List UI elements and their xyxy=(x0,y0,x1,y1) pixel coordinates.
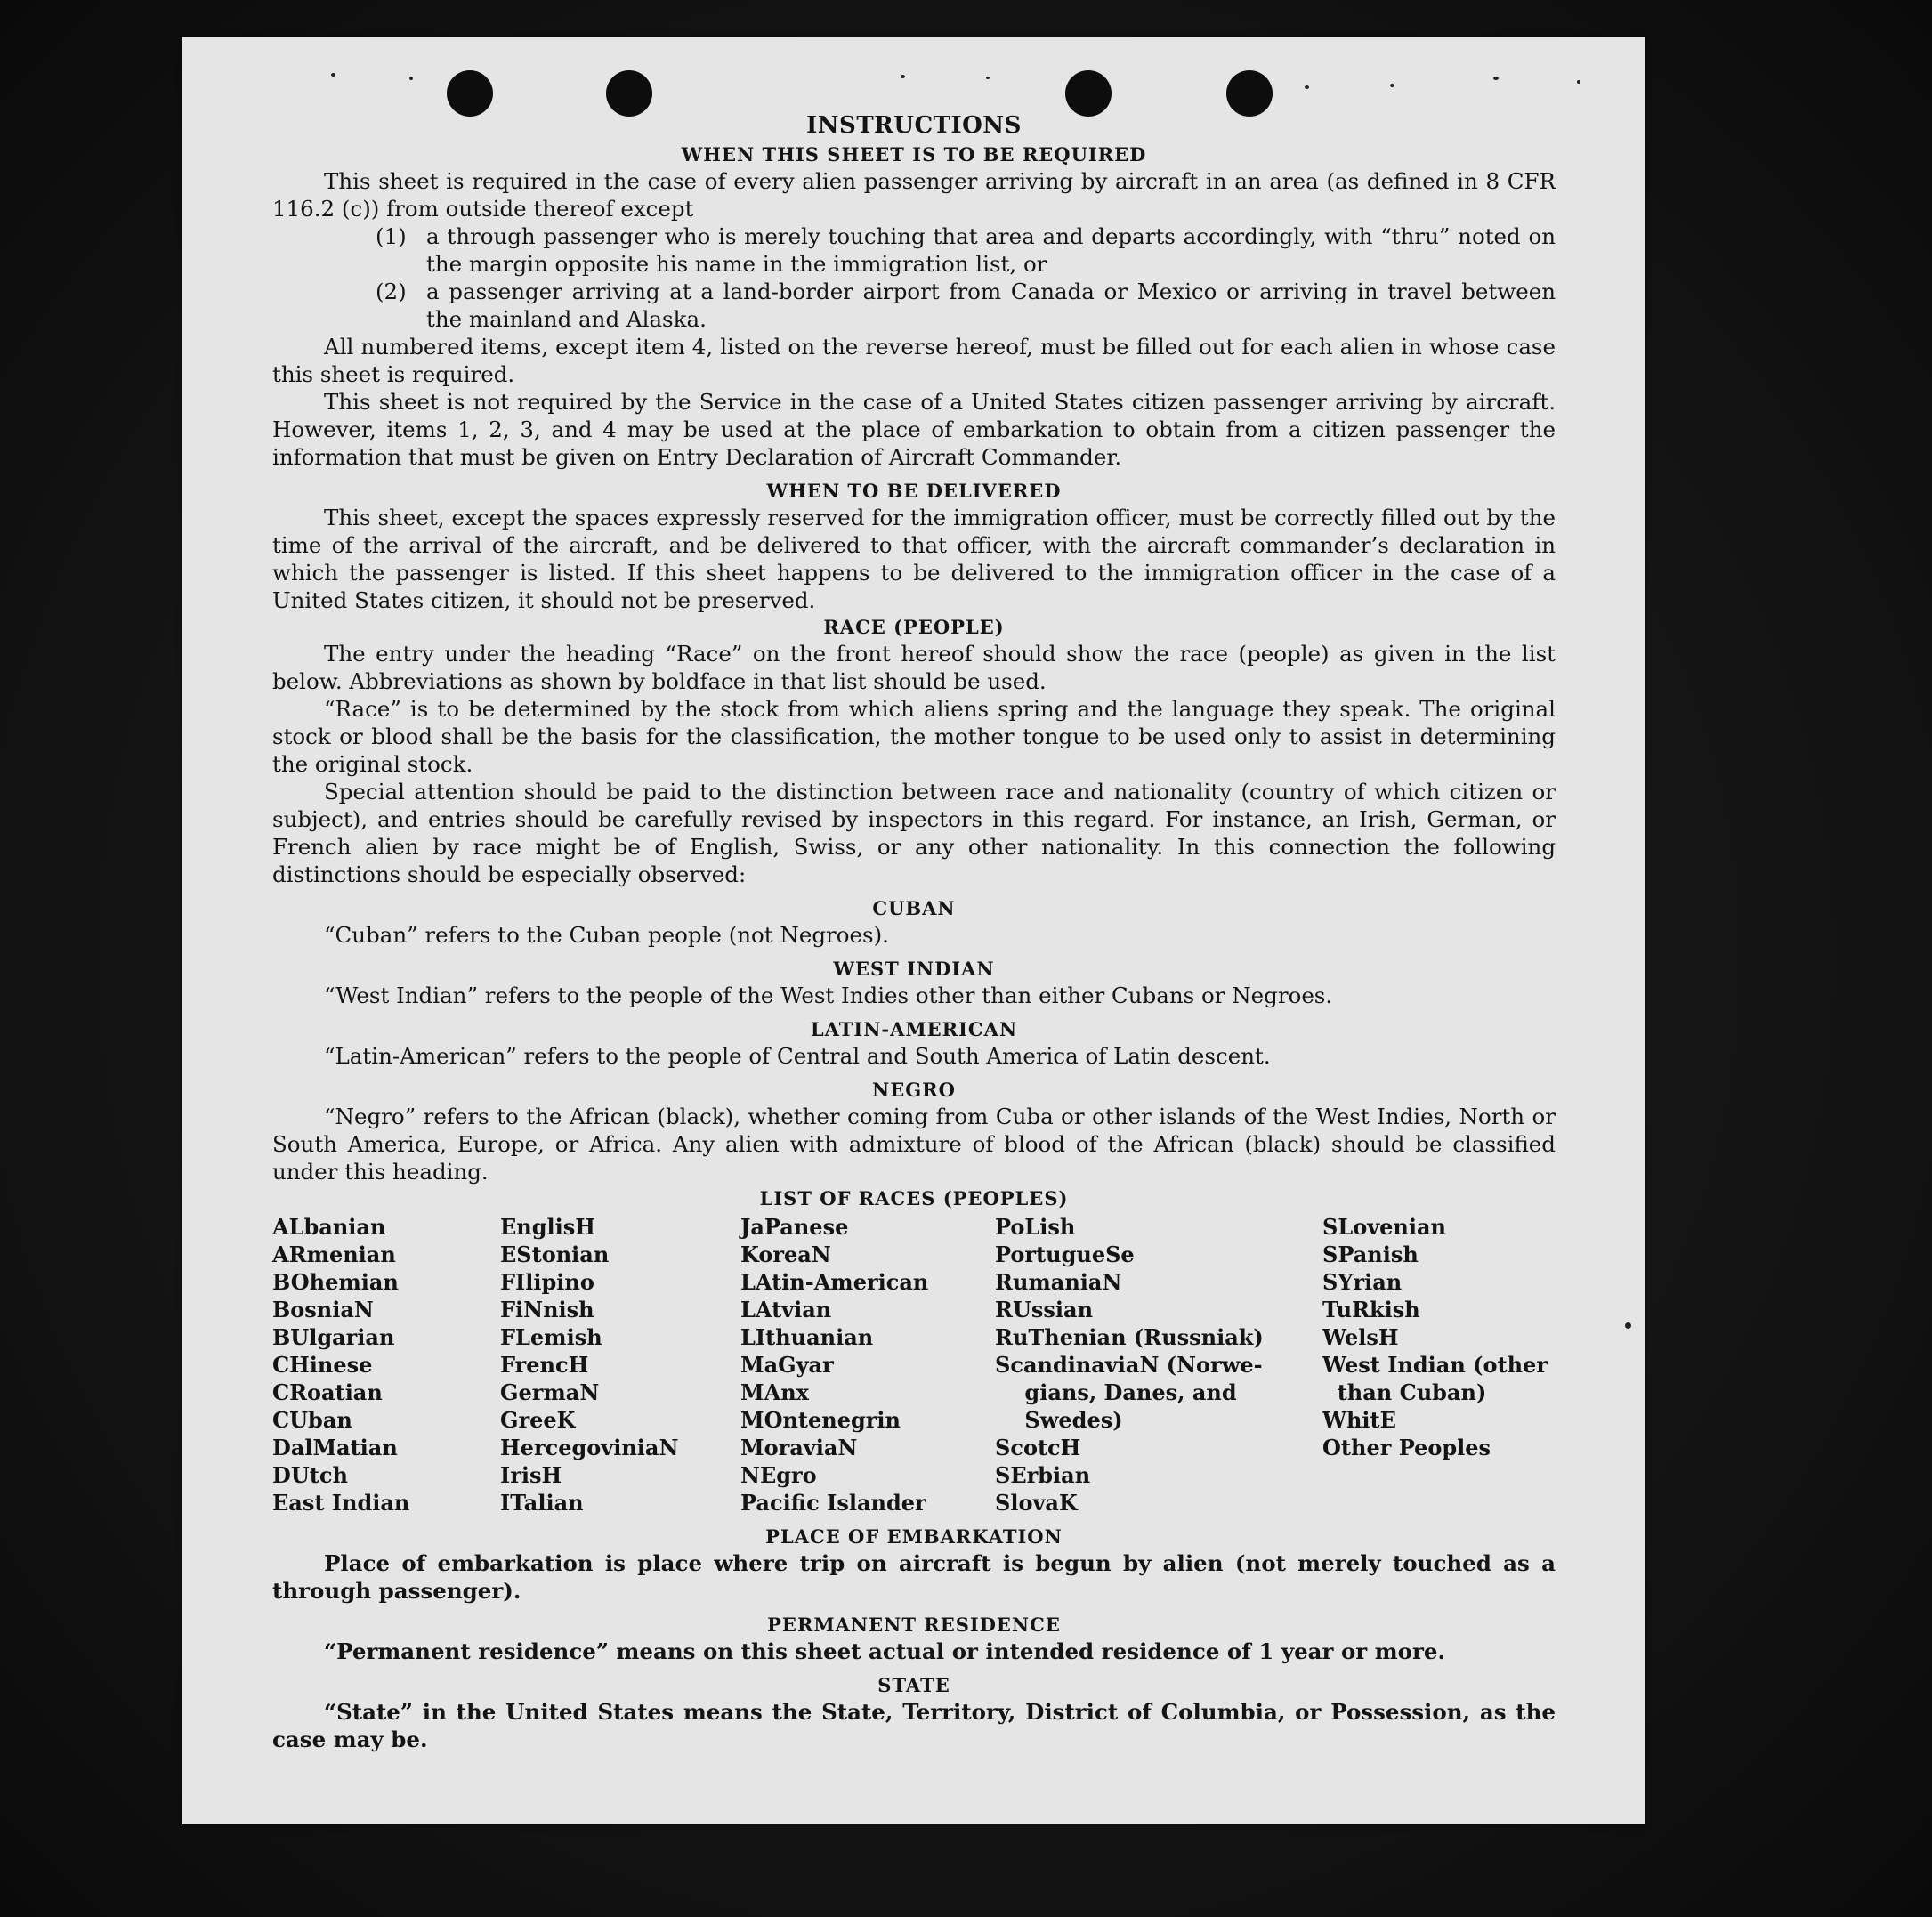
race-entry: FIlipino xyxy=(500,1269,594,1295)
race-entry: JaPanese xyxy=(740,1214,849,1240)
speck xyxy=(1493,77,1499,80)
race-entry: DUtch xyxy=(272,1462,348,1488)
race-entry: Other Peoples xyxy=(1322,1435,1491,1460)
negro-paragraph: “Negro” refers to the African (black), whether coming from Cuba or other islands of the West Indies, North or South America, Europe, or Africa. Any alien with admixture of blood of the African (black) should be classified under this heading. xyxy=(272,1104,1556,1185)
exception-item xyxy=(376,222,1556,278)
race-list-column xyxy=(500,1213,740,1517)
race-list-column xyxy=(740,1213,995,1517)
race-entry: ScotcH xyxy=(995,1435,1081,1460)
race-entry: BOhemian xyxy=(272,1269,399,1295)
race-entry: MoraviaN xyxy=(740,1435,858,1460)
latin-american-paragraph: “Latin-American” refers to the people of Central and South America of Latin descent. xyxy=(324,1043,1271,1069)
race-entry: GreeK xyxy=(500,1407,576,1433)
exception-item xyxy=(376,278,1556,333)
speck xyxy=(409,77,413,80)
race-entry: NEgro xyxy=(740,1462,817,1488)
race-entry: CRoatian xyxy=(272,1379,383,1405)
race-entry: West Indian (other xyxy=(1322,1352,1548,1378)
speck xyxy=(986,77,990,79)
exception-item-text: a through passenger who is merely touching that area and departs accordingly, with “thru” noted on the margin opposite his name in the immigration list, or xyxy=(426,223,1556,277)
race-entry: TuRkish xyxy=(1322,1297,1420,1322)
race-entry: East Indian xyxy=(272,1490,410,1516)
heading-cuban: CUBAN xyxy=(872,897,956,919)
heading-west-indian: WEST INDIAN xyxy=(833,958,995,980)
race-entry: WelsH xyxy=(1322,1324,1399,1350)
race-entry: CUban xyxy=(272,1407,352,1433)
race-entry: DalMatian xyxy=(272,1435,398,1460)
exception-item-text: a passenger arriving at a land-border airport from Canada or Mexico or arriving in travel between the mainland and Alaska. xyxy=(426,279,1556,332)
not-required-paragraph: This sheet is not required by the Service in the case of a United States citizen passenger arriving by aircraft. However, items 1, 2, 3, and 4 may be used at the place of embarkation to obtain from a citizen passenger the information that must be given on Entry Declaration of Aircraft Commander. xyxy=(272,389,1556,470)
race-entry: FrencH xyxy=(500,1352,589,1378)
race-paragraph-3: Special attention should be paid to the distinction between race and nationality (country of which citizen or subject), and entries should be carefully revised by inspectors in this regard. For instance, an Irish, German, or French alien by race might be of English, Swiss, or any other nationality. In this connection the following distinctions should be especially observed: xyxy=(272,779,1556,887)
instructions-content xyxy=(272,109,1556,1753)
heading-state: STATE xyxy=(877,1674,950,1696)
race-entry: SPanish xyxy=(1322,1242,1419,1267)
numbered-items-paragraph: All numbered items, except item 4, listed on the reverse hereof, must be filled out for each alien in whose case this sheet is required. xyxy=(272,334,1556,387)
race-entry: gians, Danes, and xyxy=(995,1379,1237,1405)
race-entry: LIthuanian xyxy=(740,1324,874,1350)
race-entry: Pacific Islander xyxy=(740,1490,926,1516)
race-entry: PortugueSe xyxy=(995,1242,1135,1267)
race-entry: LAtvian xyxy=(740,1297,832,1322)
exception-item-number: (2) xyxy=(376,279,407,304)
speck xyxy=(1577,80,1580,84)
race-entry: FLemish xyxy=(500,1324,602,1350)
race-entry: BUlgarian xyxy=(272,1324,395,1350)
place-of-embarkation-paragraph: Place of embarkation is place where trip on aircraft is begun by alien (not merely touched as a through passenger). xyxy=(272,1550,1556,1604)
race-list-column xyxy=(272,1213,500,1517)
state-paragraph: “State” in the United States means the State, Territory, District of Columbia, or Possession, as the case may be. xyxy=(272,1699,1556,1752)
when-delivered-paragraph: This sheet, except the spaces expressly reserved for the immigration officer, must be correctly filled out by the time of the arrival of the aircraft, and be delivered to that officer, with the aircraft commander’s declaration in which the passenger is listed. If this sheet happens to be delivered to the immigration officer in the case of a United States citizen, it should not be preserved. xyxy=(272,505,1556,613)
race-list-column xyxy=(1322,1213,1556,1517)
race-entry: FiNnish xyxy=(500,1297,594,1322)
west-indian-paragraph: “West Indian” refers to the people of the West Indies other than either Cubans or Negroes. xyxy=(324,983,1333,1008)
race-entry: ITalian xyxy=(500,1490,584,1516)
heading-list-of-races: LIST OF RACES (PEOPLES) xyxy=(759,1187,1069,1209)
race-entry: HercegoviniaN xyxy=(500,1435,679,1460)
race-list xyxy=(272,1213,1556,1517)
exception-item-number: (1) xyxy=(376,223,407,249)
race-entry: ALbanian xyxy=(272,1214,386,1240)
race-entry: SLovenian xyxy=(1322,1214,1446,1240)
race-entry: LAtin-American xyxy=(740,1269,929,1295)
race-entry: EnglisH xyxy=(500,1214,595,1240)
speck xyxy=(1390,84,1394,87)
speck xyxy=(1305,85,1309,89)
race-entry: SErbian xyxy=(995,1462,1091,1488)
race-list-column xyxy=(995,1213,1322,1517)
heading-when-required: WHEN THIS SHEET IS TO BE REQUIRED xyxy=(681,143,1147,166)
race-entry: MAnx xyxy=(740,1379,809,1405)
race-entry: GermaN xyxy=(500,1379,600,1405)
race-entry: BosniaN xyxy=(272,1297,374,1322)
heading-when-delivered: WHEN TO BE DELIVERED xyxy=(766,480,1062,502)
race-entry: EStonian xyxy=(500,1242,610,1267)
race-entry: RUssian xyxy=(995,1297,1094,1322)
race-entry: ScandinaviaN (Norwe- xyxy=(995,1352,1263,1378)
heading-permanent-residence: PERMANENT RESIDENCE xyxy=(767,1614,1061,1636)
heading-race-people: RACE (PEOPLE) xyxy=(823,616,1005,638)
race-entry: WhitE xyxy=(1322,1407,1396,1433)
heading-place-of-embarkation: PLACE OF EMBARKATION xyxy=(765,1525,1063,1548)
race-entry: Swedes) xyxy=(995,1407,1123,1433)
race-entry: CHinese xyxy=(272,1352,373,1378)
race-entry: SYrian xyxy=(1322,1269,1403,1295)
race-entry: PoLish xyxy=(995,1214,1076,1240)
race-entry: KoreaN xyxy=(740,1242,831,1267)
when-required-intro: This sheet is required in the case of every alien passenger arriving by aircraft in an area (as defined in 8 CFR 116.2 (c)) from outside thereof except xyxy=(272,168,1556,222)
race-entry: MOntenegrin xyxy=(740,1407,901,1433)
race-entry: MaGyar xyxy=(740,1352,834,1378)
race-paragraph-1: The entry under the heading “Race” on the front hereof should show the race (people) as given in the list below. Abbreviations as shown by boldface in that list should be used. xyxy=(272,641,1556,694)
speck xyxy=(1625,1322,1631,1329)
permanent-residence-paragraph: “Permanent residence” means on this sheet actual or intended residence of 1 year or more. xyxy=(324,1638,1446,1664)
race-entry: RumaniaN xyxy=(995,1269,1122,1295)
race-entry: RuThenian (Russniak) xyxy=(995,1324,1264,1350)
heading-latin-american: LATIN-AMERICAN xyxy=(810,1018,1018,1040)
race-entry: SlovaK xyxy=(995,1490,1078,1516)
race-entry: IrisH xyxy=(500,1462,562,1488)
race-entry: ARmenian xyxy=(272,1242,396,1267)
page-title: INSTRUCTIONS xyxy=(806,112,1022,139)
heading-negro: NEGRO xyxy=(872,1079,956,1101)
race-entry: than Cuban) xyxy=(1322,1379,1487,1405)
speck xyxy=(331,73,335,77)
cuban-paragraph: “Cuban” refers to the Cuban people (not Negroes). xyxy=(324,922,889,948)
speck xyxy=(901,75,905,78)
race-paragraph-2: “Race” is to be determined by the stock from which aliens spring and the language they speak. The original stock or blood shall be the basis for the classification, the mother tongue to be used only to assist in determining the original stock. xyxy=(272,696,1556,777)
